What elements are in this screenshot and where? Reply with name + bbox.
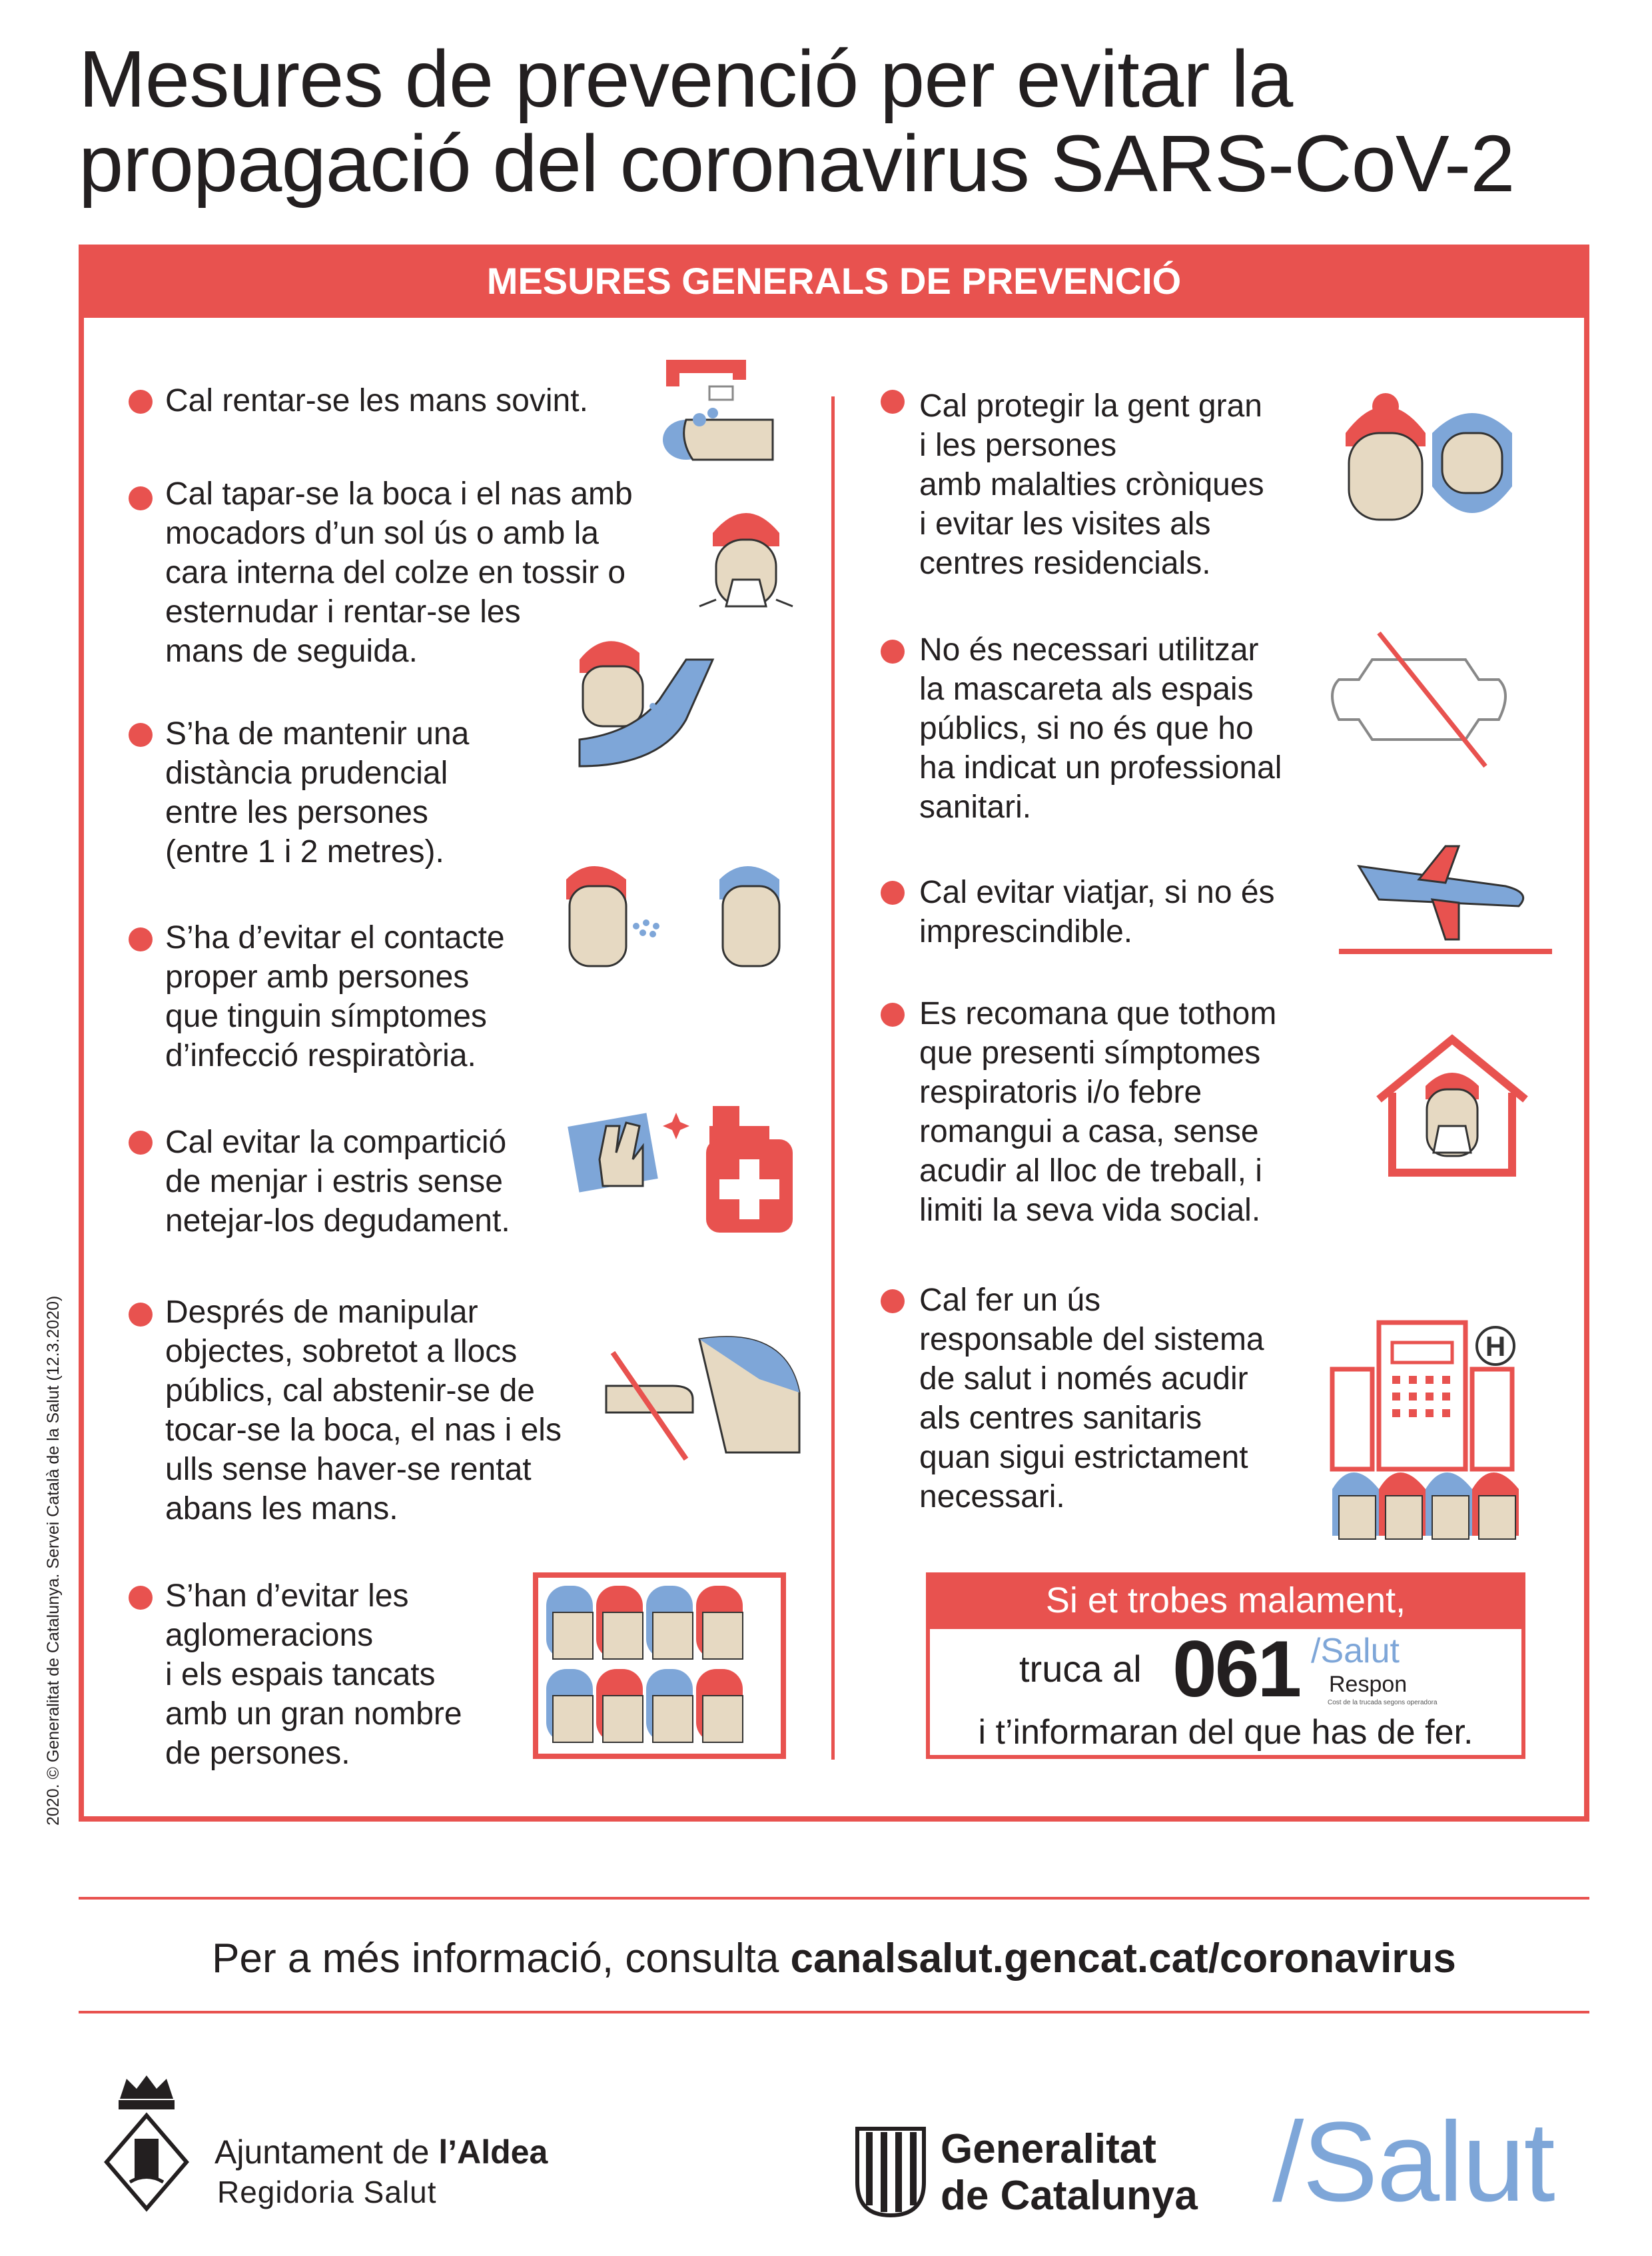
- elderly-people-icon: [1332, 393, 1525, 533]
- more-info-line: [79, 1929, 1589, 1989]
- title-line-1: Mesures de prevenció per evitar la: [79, 33, 1293, 124]
- generalitat-emblem-icon: [854, 2125, 927, 2219]
- measure-cover-cough: Cal tapar-se la boca i el nas amb mocadors d’un sol ús o amb la cara interna del colze en tossir o esternudar i rentar-se les mans de seguida.: [165, 476, 633, 669]
- salut-respon-sub: Respon: [1329, 1672, 1408, 1697]
- crowd-icon: [533, 1572, 786, 1759]
- hand-washing-icon: [659, 346, 793, 466]
- emergency-number[interactable]: 061: [1172, 1624, 1300, 1714]
- bullet-icon: [129, 723, 153, 747]
- regidoria-label: Regidoria Salut: [217, 2175, 437, 2209]
- bullet-icon: [129, 1586, 153, 1610]
- measure-avoid-crowds: S’han d’evitar les aglomeracions i els espais tancats amb un gran nombre de persones.: [165, 1578, 462, 1771]
- title-line-2: propagació del coronavirus SARS-CoV-2: [79, 118, 1515, 209]
- generalitat-line-2: de Catalunya: [941, 2173, 1198, 2219]
- bullet-icon: [881, 881, 905, 905]
- footer-divider-bottom: [79, 2011, 1589, 2013]
- no-touch-face-icon: [600, 1326, 813, 1472]
- mask-not-needed-icon: [1326, 626, 1525, 773]
- measure-mask-not-needed: No és necessari utilitzar la mascareta als espais públics, si no és que ho ha indicat un professional sanitari.: [919, 632, 1282, 825]
- bullet-icon: [129, 1131, 153, 1155]
- measure-protect-elderly: Cal protegir la gent gran i les persones amb malalties cròniques i evitar les visites als centres residencials.: [919, 388, 1264, 581]
- measure-stay-home: Es recomana que tothom que presenti símptomes respiratoris i/o febre romangui a casa, sense acudir al lloc de treball, i limiti la seva vida social.: [919, 996, 1277, 1228]
- column-divider: [831, 396, 835, 1760]
- svg-text:H: H: [1485, 1331, 1506, 1362]
- bullet-icon: [129, 927, 153, 951]
- callout-heading: Si et trobes malament,: [926, 1572, 1525, 1629]
- bullet-icon: [129, 390, 153, 414]
- bullet-icon: [129, 486, 153, 510]
- elbow-sneeze-icon: [573, 633, 719, 786]
- call-cost-note: Cost de la trucada segons operadora: [1328, 1699, 1438, 1706]
- ajuntament-name: Ajuntament de l’Aldea: [214, 2133, 548, 2171]
- stay-home-icon: [1372, 1033, 1532, 1179]
- sneeze-mask-icon: [686, 493, 806, 626]
- section-header: MESURES GENERALS DE PREVENCIÓ: [79, 245, 1589, 318]
- more-info-prefix: Per a més informació, consulta: [212, 1936, 779, 1981]
- measure-avoid-contact: S’ha d’evitar el contacte proper amb persones que tinguin símptomes d’infecció respiratòria.: [165, 920, 505, 1073]
- bullet-icon: [881, 390, 905, 414]
- page-title: [79, 33, 1611, 209]
- hospital-icon: [1326, 1316, 1532, 1542]
- measure-no-touch-face: Després de manipular objectes, sobretot a llocs públics, cal abstenir-se de tocar-se la boca, el nas i els ulls sense haver-se rentat abans les mans.: [165, 1295, 562, 1526]
- more-info-link[interactable]: canalsalut.gencat.cat/coronavirus: [790, 1936, 1456, 1981]
- measure-avoid-travel: Cal evitar viatjar, si no és imprescindible.: [919, 875, 1275, 949]
- measure-responsible-health-use: Cal fer un ús responsable del sistema de salut i només acudir als centres sanitaris quan sigui estrictament necessari.: [919, 1283, 1264, 1514]
- callout-info-text: i t’informaran del que has de fer.: [978, 1713, 1473, 1752]
- salut-logo: /Salut: [1272, 2099, 1554, 2225]
- bullet-icon: [881, 640, 905, 664]
- callout-call-prefix: truca al: [1019, 1648, 1142, 1690]
- bullet-icon: [129, 1303, 153, 1327]
- copyright-note: 2020. © Generalitat de Catalunya. Servei Català de la Salut (12.3.2020): [44, 1295, 63, 1826]
- airplane-icon: [1339, 840, 1552, 959]
- generalitat-line-1: Generalitat: [941, 2126, 1156, 2172]
- measure-no-sharing: Cal evitar la compartició de menjar i estris sense netejar-los degudament.: [165, 1125, 510, 1239]
- distance-people-icon: [560, 859, 799, 979]
- measure-hand-washing: Cal rentar-se les mans sovint.: [165, 383, 588, 418]
- salut-respon-brand: /Salut: [1311, 1632, 1400, 1670]
- footer-divider-top: [79, 1897, 1589, 1900]
- cleaning-sanitizer-icon: [566, 1086, 813, 1239]
- bullet-icon: [881, 1003, 905, 1027]
- bullet-icon: [881, 1289, 905, 1313]
- ajuntament-crest-icon: [100, 2072, 193, 2212]
- measure-distance: S’ha de mantenir una distància prudencial entre les persones (entre 1 i 2 metres).: [165, 716, 470, 869]
